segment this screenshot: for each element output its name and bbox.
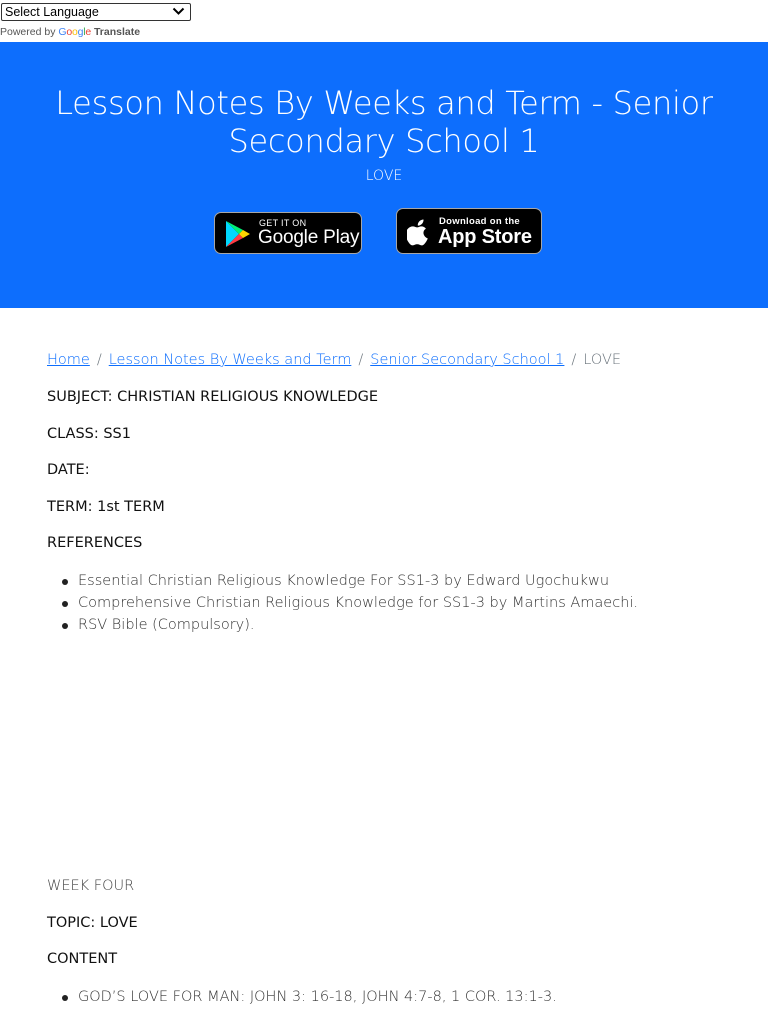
breadcrumb-lesson-notes-link[interactable]: Lesson Notes By Weeks and Term <box>108 352 352 368</box>
class-line: CLASS: SS1 <box>47 426 131 442</box>
list-item: RSV Bible (Compulsory). <box>47 614 638 636</box>
breadcrumb-home-link[interactable]: Home <box>47 352 90 368</box>
list-item: Essential Christian Religious Knowledge For SS1-3 by Edward Ugochukwu <box>47 570 638 592</box>
page-subtitle: LOVE <box>365 168 403 184</box>
language-select[interactable] <box>1 3 191 21</box>
google-play-small-text: GET IT ON <box>259 218 307 228</box>
powered-by-text: Powered by <box>0 26 56 38</box>
breadcrumb-separator: / <box>358 352 364 368</box>
google-play-icon <box>225 220 251 248</box>
google-logo: Google <box>58 26 92 38</box>
breadcrumb-separator: / <box>571 352 577 368</box>
chevron-down-icon <box>172 7 185 16</box>
content-list <box>47 986 557 1008</box>
list-item: Comprehensive Christian Religious Knowledge for SS1-3 by Martins Amaechi. <box>47 592 638 614</box>
page-title: Lesson Notes By Weeks and Term - Senior Secondary School 1 <box>55 84 713 160</box>
app-store-big-text: App Store <box>438 226 532 248</box>
references-heading: REFERENCES <box>47 535 143 551</box>
language-select-value: Select Language <box>5 5 99 19</box>
topic-line: TOPIC: LOVE <box>47 915 138 931</box>
translate-text: Translate <box>93 26 141 38</box>
week-label: WEEK FOUR <box>47 878 135 894</box>
translate-widget <box>0 0 200 42</box>
hero-banner <box>0 42 768 308</box>
breadcrumb <box>47 352 621 368</box>
google-play-big-text: Google Play <box>258 227 360 248</box>
date-line: DATE: <box>47 462 90 478</box>
app-store-small-text: Download on the <box>439 216 521 227</box>
powered-by-google-translate[interactable] <box>0 26 140 38</box>
apple-icon <box>407 218 431 246</box>
app-store-badge[interactable] <box>396 208 542 254</box>
term-line: TERM: 1st TERM <box>47 499 165 515</box>
breadcrumb-current: LOVE <box>583 352 622 368</box>
breadcrumb-ss1-link[interactable]: Senior Secondary School 1 <box>370 352 565 368</box>
subject-line: SUBJECT: CHRISTIAN RELIGIOUS KNOWLEDGE <box>47 389 379 405</box>
list-item: GOD’S LOVE FOR MAN: JOHN 3: 16-18, JOHN 4:7-8, 1 COR. 13:1-3. <box>47 986 557 1008</box>
content-heading: CONTENT <box>47 951 118 967</box>
google-play-badge[interactable] <box>214 212 362 254</box>
references-list <box>47 570 638 636</box>
breadcrumb-separator: / <box>96 352 102 368</box>
